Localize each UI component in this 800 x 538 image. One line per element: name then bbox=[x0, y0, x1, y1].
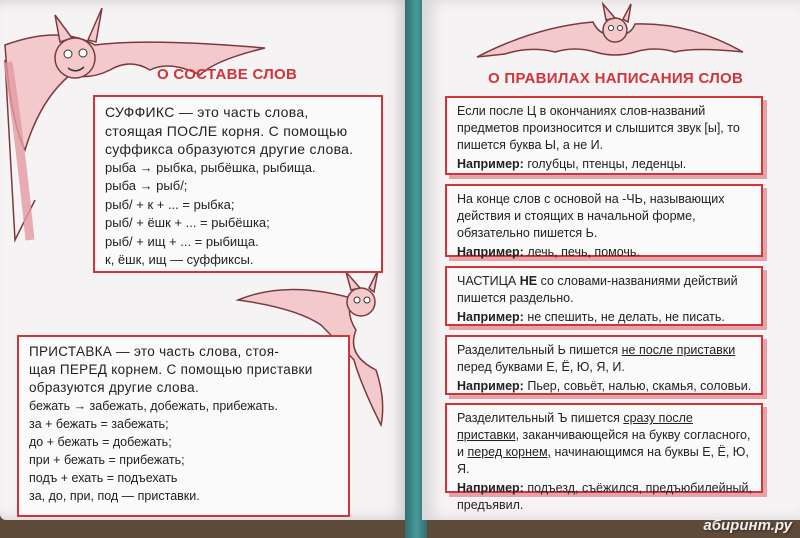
example-words: лечь, печь, помочь. bbox=[527, 245, 640, 259]
suffix-example-line: к, ёшк, ищ — суффиксы. bbox=[105, 252, 254, 267]
rule-text-part: заканчивающейся на букву согласного, и bbox=[457, 428, 751, 459]
rule-text-underlined: перед корнем, bbox=[467, 445, 552, 459]
rule-text-part: Разделительный Ъ пишется bbox=[457, 411, 620, 425]
rule-box-ne bbox=[445, 266, 763, 326]
example-words: не спешить, не делать, не писать. bbox=[527, 310, 725, 324]
rule-box-ch bbox=[445, 184, 763, 257]
example-words: Пьер, совьёт, налью, скамья, соловьи. bbox=[527, 379, 752, 393]
rule-example bbox=[457, 244, 753, 261]
suffix-line: СУФФИКС — это часть слова, bbox=[105, 104, 309, 120]
rule-text: На конце слов с основой на -ЧЬ, называющих действия и стоящих в начальной форме, обязательно пишется Ь. bbox=[457, 192, 725, 240]
watermark: абиринт.ру bbox=[703, 517, 792, 534]
prefix-example-line: до + бежать = добежать; bbox=[29, 435, 172, 449]
rule-text bbox=[457, 410, 753, 478]
rule-text bbox=[457, 273, 753, 307]
example-label: Например: bbox=[457, 379, 524, 393]
suffix-line: суффикса образуются другие слова. bbox=[105, 141, 354, 157]
prefix-example-line: за + бежать = забежать; bbox=[29, 417, 169, 431]
prefix-line: образуются другие слова. bbox=[29, 380, 200, 395]
suffix-example-line: рыб/ + ищ + ... = рыбища. bbox=[105, 233, 259, 249]
prefix-line: ПРИСТАВКА — это часть слова, стоя- bbox=[29, 344, 280, 359]
rule-text-part: ЧАСТИЦА bbox=[457, 274, 517, 288]
rule-box-soft-sign bbox=[445, 335, 763, 395]
rule-text-part: Разделительный Ь пишется bbox=[457, 343, 619, 357]
rule-text bbox=[457, 342, 753, 376]
rule-example bbox=[457, 156, 753, 173]
rule-text-part: со словами-названиями действий пишется раздельно. bbox=[457, 274, 738, 305]
rule-box-ts bbox=[445, 96, 763, 175]
suffix-example-line: рыб/ + к + ... = рыбка; bbox=[105, 196, 235, 212]
suffix-rule-box bbox=[93, 95, 383, 273]
rule-example bbox=[457, 378, 753, 395]
bat-illustration-top-right bbox=[475, 2, 745, 62]
rule-text-underlined: сразу после приставки, bbox=[457, 411, 693, 442]
prefix-example-line: за, до, при, под — приставки. bbox=[29, 489, 200, 503]
prefix-rule-box bbox=[17, 335, 350, 517]
rule-text-emphasis: НЕ bbox=[519, 274, 538, 288]
left-page-title: О СОСТАВЕ СЛОВ bbox=[157, 66, 298, 83]
rule-example bbox=[457, 480, 753, 514]
suffix-line: стоящая ПОСЛЕ корня. С помощью bbox=[105, 122, 348, 139]
prefix-example-line: при + бежать = прибежать; bbox=[29, 453, 185, 467]
right-page-title: О ПРАВИЛАХ НАПИСАНИЯ СЛОВ bbox=[488, 70, 744, 87]
example-words: голубцы, птенцы, леденцы. bbox=[527, 157, 687, 171]
example-label: Например: bbox=[457, 245, 524, 259]
prefix-line: щая ПЕРЕД корнем. С помощью приставки bbox=[29, 362, 313, 377]
rule-example bbox=[457, 309, 753, 326]
suffix-example-line: рыб/ + ёшк + ... = рыбёшка; bbox=[105, 215, 270, 230]
prefix-example-line: бежать → забежать, добежать, прибежать. bbox=[29, 399, 278, 413]
example-label: Например: bbox=[457, 481, 524, 495]
example-words: подъезд, съёжился, предъюбилейный, предъявил. bbox=[457, 481, 752, 512]
suffix-example-line: рыба → рыбка, рыбёшка, рыбища. bbox=[105, 159, 316, 175]
prefix-example-line: подъ + ехать = подъехать bbox=[29, 471, 178, 485]
suffix-example-line: рыба → рыб/; bbox=[105, 178, 188, 193]
rule-box-hard-sign bbox=[445, 403, 763, 512]
rule-text-underlined: не после приставки bbox=[621, 343, 736, 357]
example-label: Например: bbox=[457, 157, 524, 171]
rule-text-part: начинающимся на буквы Е, Ё, Ю, Я. bbox=[457, 445, 749, 476]
rule-text: Если после Ц в окончаниях слов-названий предметов произносится и слышится звук [ы], то пишется буква Ы, а не И. bbox=[457, 104, 740, 152]
example-label: Например: bbox=[457, 310, 524, 324]
rule-text-part: перед буквами Е, Ё, Ю, Я, И. bbox=[457, 360, 625, 374]
